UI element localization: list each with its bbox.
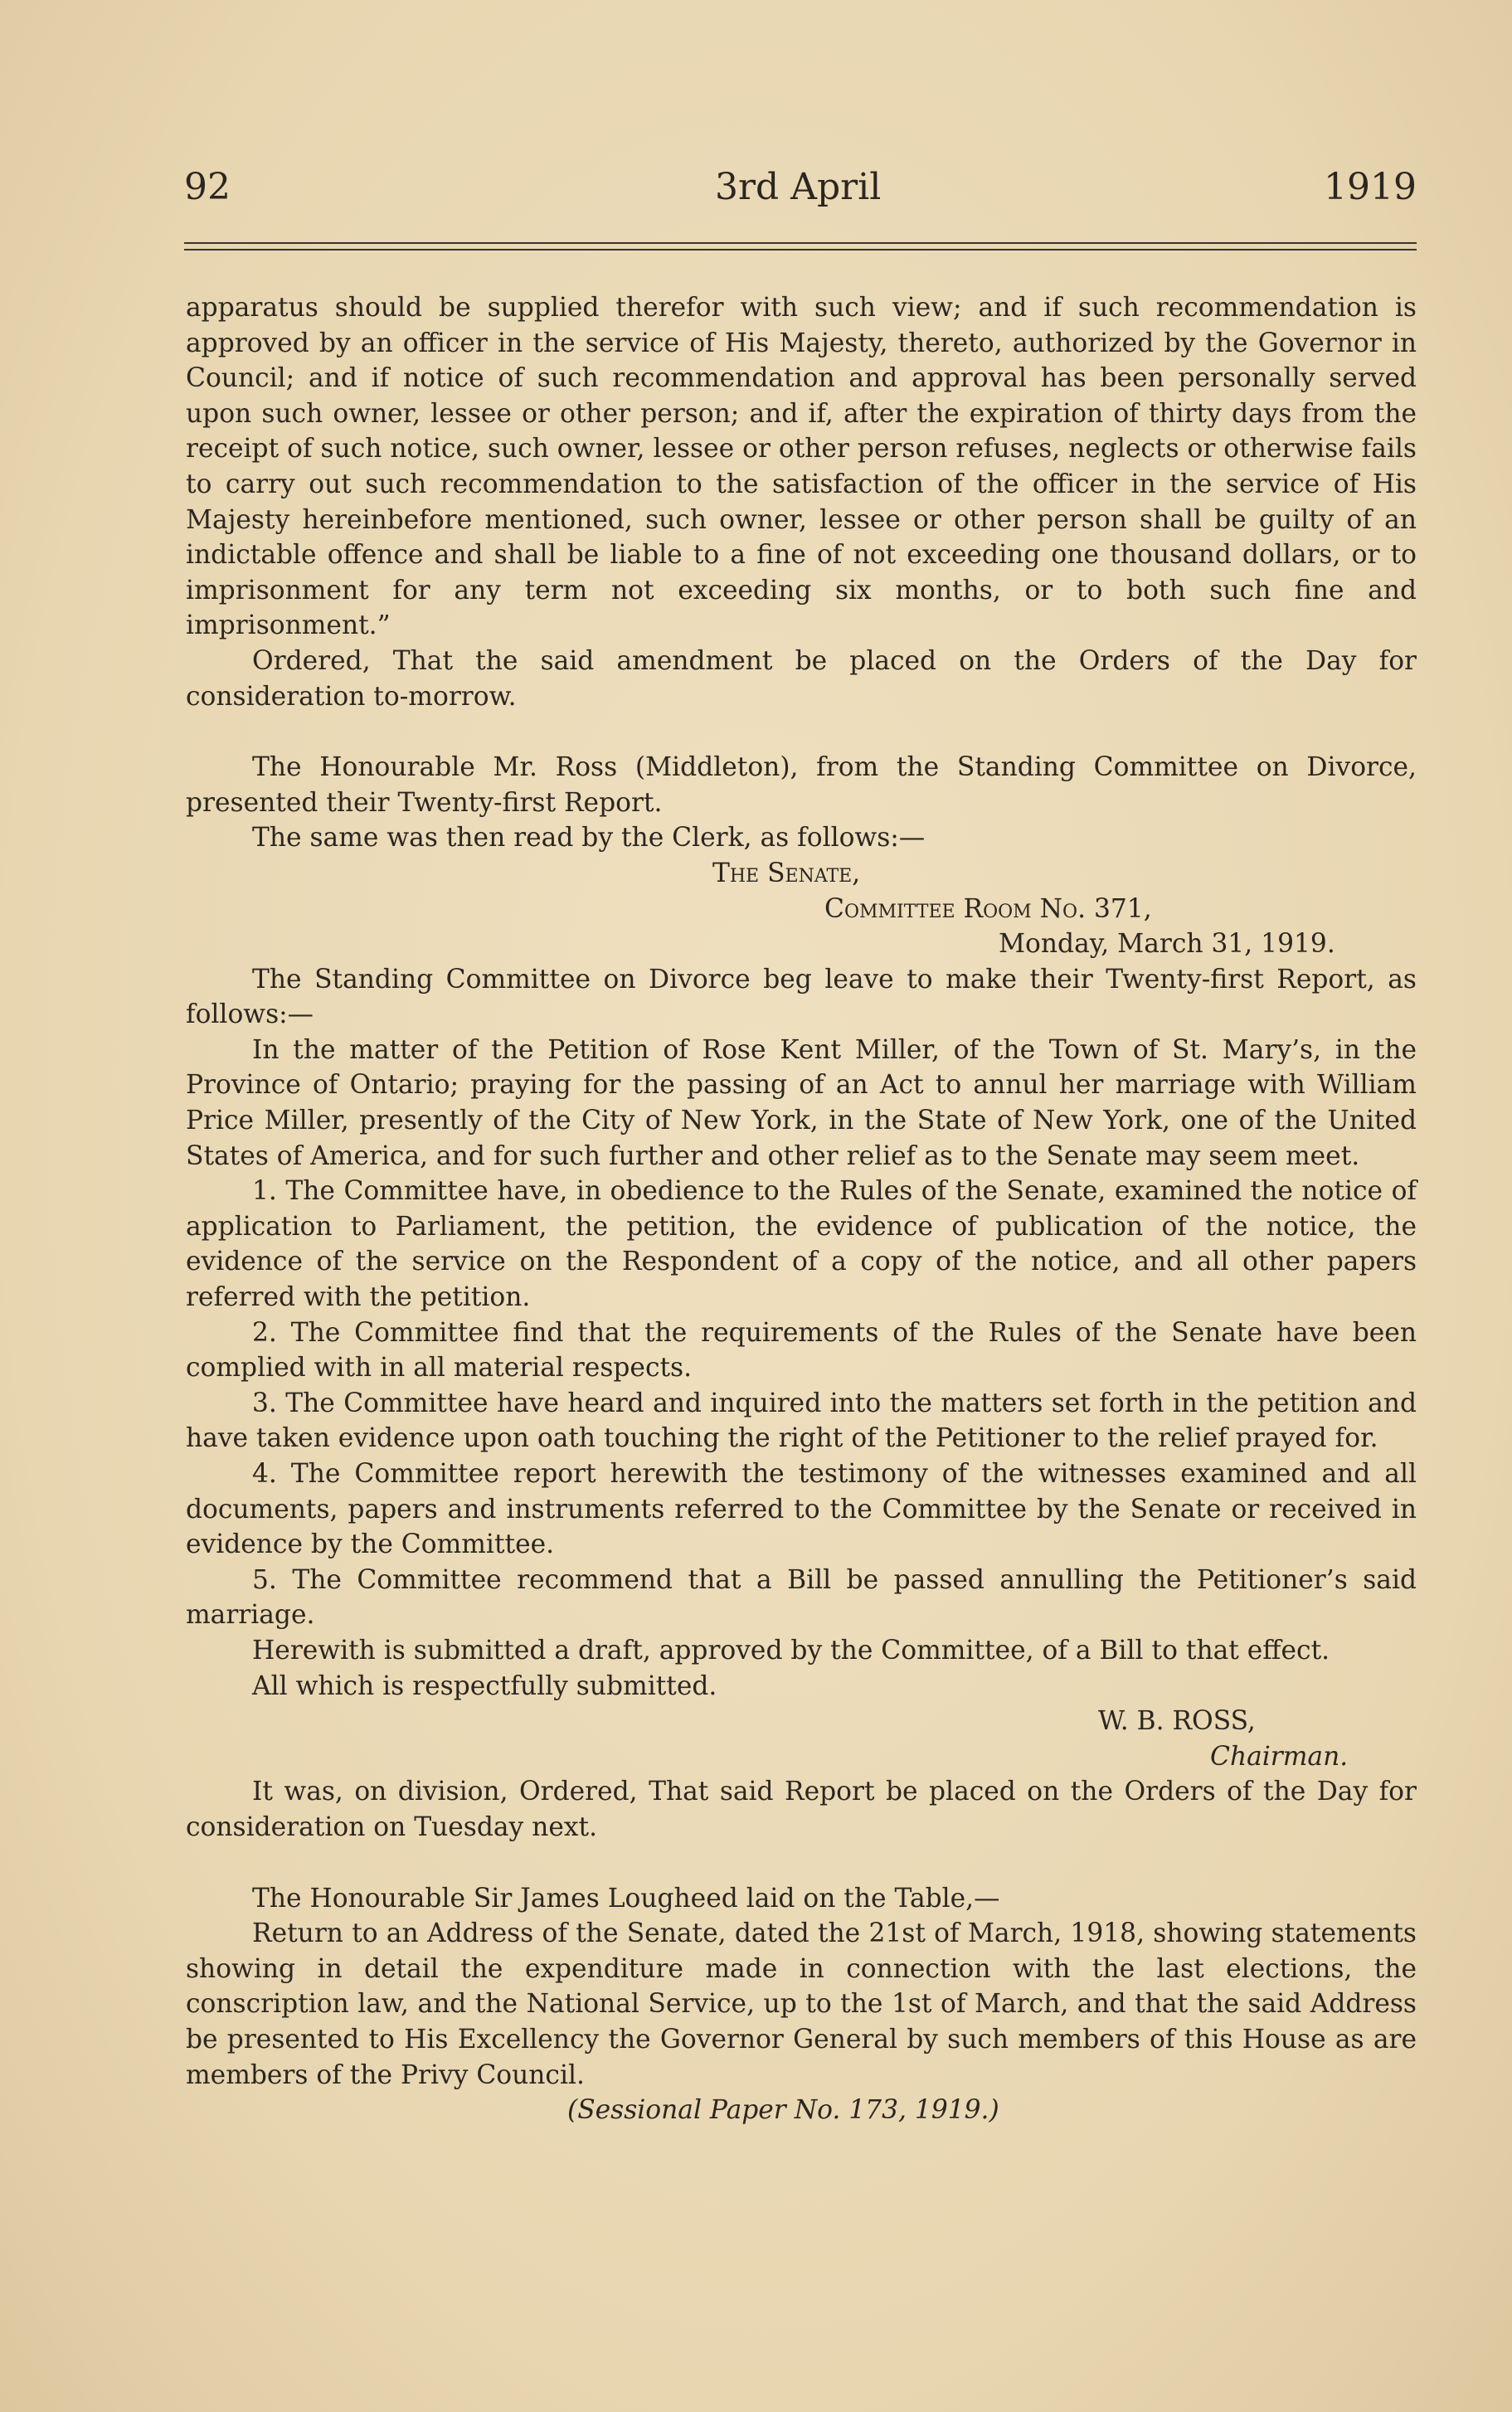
paragraph: 5. The Committee recommend that a Bill be passed annulling the Petitioner’s said marriage. [186, 1564, 1417, 1631]
paragraph: The Standing Committee on Divorce beg leave to make their Twenty-first Report, as follows:— [186, 964, 1417, 1030]
paragraph: 2. The Committee find that the requirements of the Rules of the Senate have been complied with in all material respects. [186, 1317, 1417, 1383]
running-header [184, 166, 1417, 216]
header-year: 1919 [1324, 166, 1417, 208]
paragraph: All which is respectfully submitted. [252, 1670, 717, 1701]
signature-name: W. B. ROSS, [1098, 1706, 1256, 1737]
paragraph: The Honourable Mr. Ross (Middleton), from the Standing Committee on Divorce, presented their Twenty-first Report. [186, 752, 1417, 818]
paragraph: Return to an Address of the Senate, dated the 21st of March, 1918, showing statements showing in detail the expenditure made in connection with the last elections, the conscription law, and the National Service, up to the 1st of March, and that the said Address be presented to His Excellency the Governor General by such members of this House as are members of the Privy Council. [186, 1918, 1417, 2090]
signature-title: Chairman. [1210, 1741, 1349, 1772]
paragraph: 1. The Committee have, in obedience to the Rules of the Senate, examined the notice of application to Parliament, the petition, the evidence of publication of the notice, the evidence of the service on the Respondent of a copy of the notice, and all other papers referred with the petition. [186, 1176, 1417, 1313]
address-date: Monday, March 31, 1919. [999, 929, 1335, 960]
address-senate: The Senate, [712, 858, 861, 888]
address-room: Committee Room No. 371, [824, 893, 1152, 924]
sessional-paper: (Sessional Paper No. 173, 1919.) [567, 2095, 999, 2126]
paragraph: It was, on division, Ordered, That said Report be placed on the Orders of the Day for consideration on Tuesday next. [186, 1777, 1417, 1842]
page-number: 92 [184, 166, 231, 208]
paragraph: 4. The Committee report herewith the testimony of the witnesses examined and all documents, papers and instruments referred to the Committee by the Senate or received in evidence by the Committee. [186, 1459, 1417, 1560]
header-date: 3rd April [715, 166, 882, 208]
paragraph: The Honourable Sir James Lougheed laid on the Table,— [252, 1883, 1000, 1914]
paragraph: Ordered, That the said amendment be placed on the Orders of the Day for consideration to-morrow. [186, 645, 1417, 712]
page-body [186, 290, 1417, 2128]
paragraph: apparatus should be supplied therefor with such view; and if such recommendation is approved by an officer in the service of His Majesty, thereto, authorized by the Governor in Council; and if notice of such recommendation and approval has been personally served upon such owner, lessee or other person; and if, after the expiration of thirty days from the receipt of such notice, such owner, lessee or other person refuses, neglects or otherwise fails to carry out such recommendation to the satisfaction of the officer in the service of His Majesty hereinbefore mentioned, such owner, lessee or other person shall be guilty of an indictable offence and shall be liable to a fine of not exceeding one thousand dollars, or to imprisonment for any term not exceeding six months, or to both such fine and imprisonment.” [186, 293, 1417, 641]
paragraph: 3. The Committee have heard and inquired into the matters set forth in the petition and have taken evidence upon oath touching the right of the Petitioner to the relief prayed for. [186, 1388, 1417, 1454]
paragraph: In the matter of the Petition of Rose Kent Miller, of the Town of St. Mary’s, in the Province of Ontario; praying for the passing of an Act to annul her marriage with William Price Miller, presently of the City of New York, in the State of New York, one of the United States of America, and for such further and other relief as to the Senate may seem meet. [186, 1034, 1417, 1171]
paragraph: The same was then read by the Clerk, as follows:— [252, 823, 926, 853]
paragraph: Herewith is submitted a draft, approved by the Committee, of a Bill to that effect. [252, 1635, 1330, 1666]
header-rule [184, 242, 1417, 255]
